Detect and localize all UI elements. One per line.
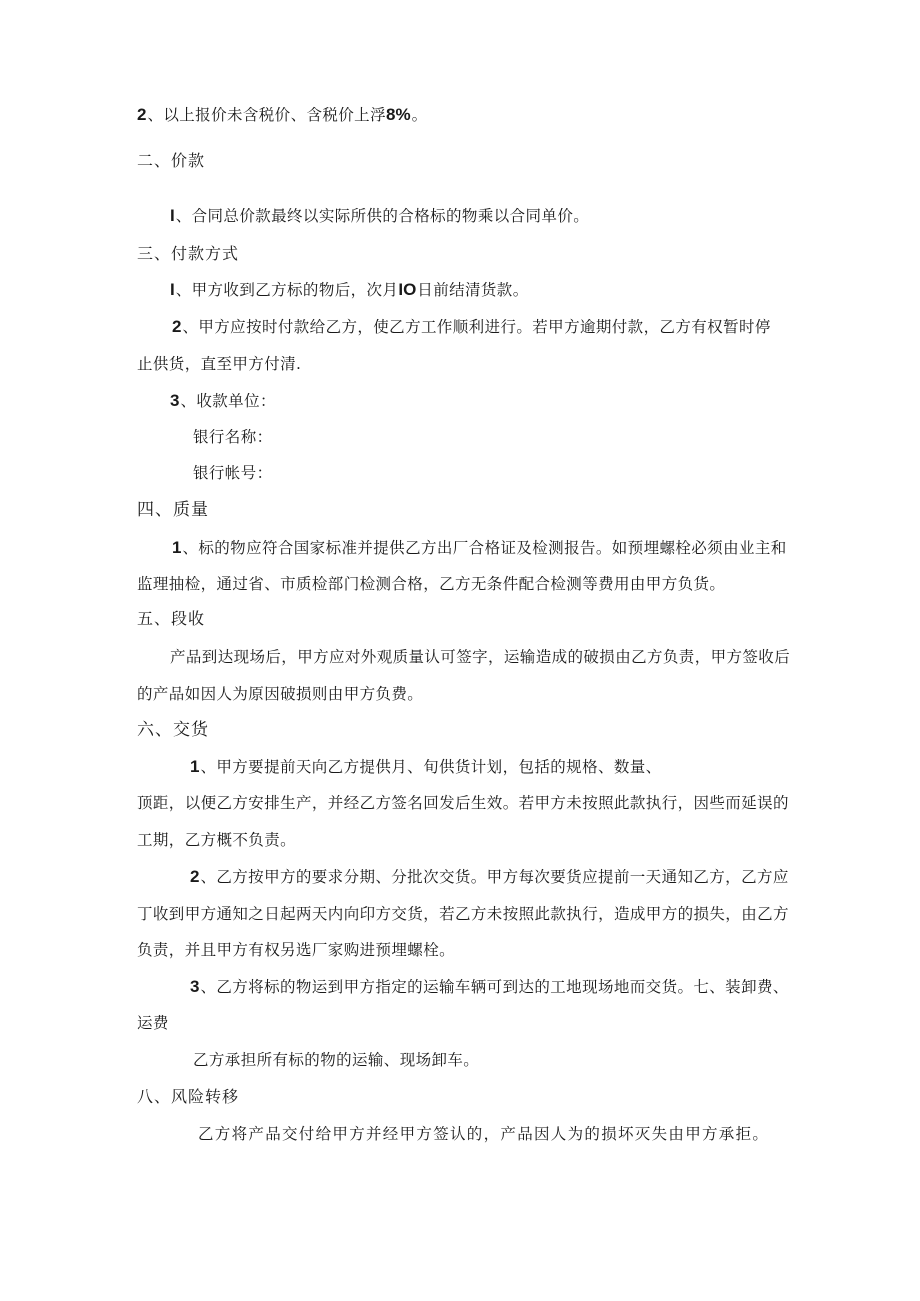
clause-payee [170,390,276,412]
clause-timely-payment-cont: 止供货，直至甲方付清. [137,355,302,373]
item-number: 2 [190,867,200,886]
bank-name-label: 银行名称： [193,428,273,446]
clause-quality-cont: 监理抽检，通过省、市质检部门检测合格，乙方无条件配合检测等费用由甲方负货。 [137,575,726,593]
clause-delivery-batches-cont: 丁收到甲方通知之日起两天内向印方交货，若乙方未按照此款执行，造成甲方的损失，由乙方 [137,905,789,923]
clause-text: 、甲方应按时付款给乙方，使乙方工作顺利进行。若甲方逾期付款，乙方有权暂时停 [182,318,771,336]
clause-delivery-batches-cont2: 负责，并且甲方有权另选厂家购进预埋螺栓。 [137,941,456,959]
item-number: I [170,280,175,299]
clause-payment-deadline [170,279,529,301]
clause-acceptance: 产品到达现场后，甲方应对外观质量认可签字，运输造成的破损由乙方负责，甲方签收后 [170,648,791,666]
clause-unloading: 乙方承担所有标的物的运输、现场卸车。 [193,1051,480,1069]
item-number: 2 [137,105,147,124]
clause-text: 、乙方将标的物运到甲方指定的运输车辆可到达的工地现场地而交货。七、装卸费、 [200,978,789,996]
item-number: 2 [172,317,182,336]
clause-timely-payment [172,316,771,338]
section-heading-risk: 八、风险转移 [137,1087,240,1106]
clause-text: 日前结清货款。 [417,281,529,299]
clause-delivery-plan-cont2: 工期，乙方概不负责。 [137,831,297,849]
price-note-text: 、以上报价未含税价、含税价上浮 [147,106,386,124]
tax-rate: 8% [385,105,411,124]
clause-delivery-plan [190,756,662,778]
clause-delivery-plan-cont: 顶距，以便乙方安排生产，并经乙方签名回发后生效。若甲方未按照此款执行，因些而延误的 [137,794,789,812]
clause-total-price [170,205,589,227]
clause-text: 、甲方要提前天向乙方提供月、旬供货计划，包括的规格、数量、 [200,758,662,776]
bank-account-label: 银行帐号： [193,464,273,482]
clause-text: 、标的物应符合国家标准并提供乙方出厂合格证及检测报告。如预埋螺栓必须由业主和 [182,539,787,557]
section-heading-price: 二、价款 [137,151,206,170]
price-note-tail: 。 [411,106,428,124]
section-heading-payment: 三、付款方式 [137,244,240,263]
clause-delivery-site-cont: 运费 [137,1014,169,1032]
section-heading-acceptance: 五、段收 [137,609,206,628]
clause-text: 、甲方收到乙方标的物后，次月 [175,281,399,299]
item-number: 3 [190,977,200,996]
clause-risk-transfer: 乙方将产品交付给甲方并经甲方签认的，产品因人为的损坏灭失由甲方承拒。 [198,1125,770,1143]
payment-day: IO [398,280,417,299]
item-number: 1 [190,757,200,776]
clause-quality [172,537,787,559]
clause-text: 、收款单位： [180,392,276,410]
item-number: I [170,206,175,225]
clause-delivery-site [190,976,789,998]
clause-text: 、合同总价款最终以实际所供的合格标的物乘以合同单价。 [175,207,590,225]
price-note [137,104,427,126]
clause-text: 、乙方按甲方的要求分期、分批次交货。甲方每次要货应提前一天通知乙方，乙方应 [200,868,789,886]
section-heading-delivery: 六、交货 [137,720,209,740]
section-heading-quality: 四、质量 [137,500,209,520]
clause-delivery-batches [190,866,789,888]
clause-acceptance-cont: 的产品如因人为原因破损则由甲方负费。 [137,685,424,703]
item-number: 3 [170,391,180,410]
item-number: 1 [172,538,182,557]
